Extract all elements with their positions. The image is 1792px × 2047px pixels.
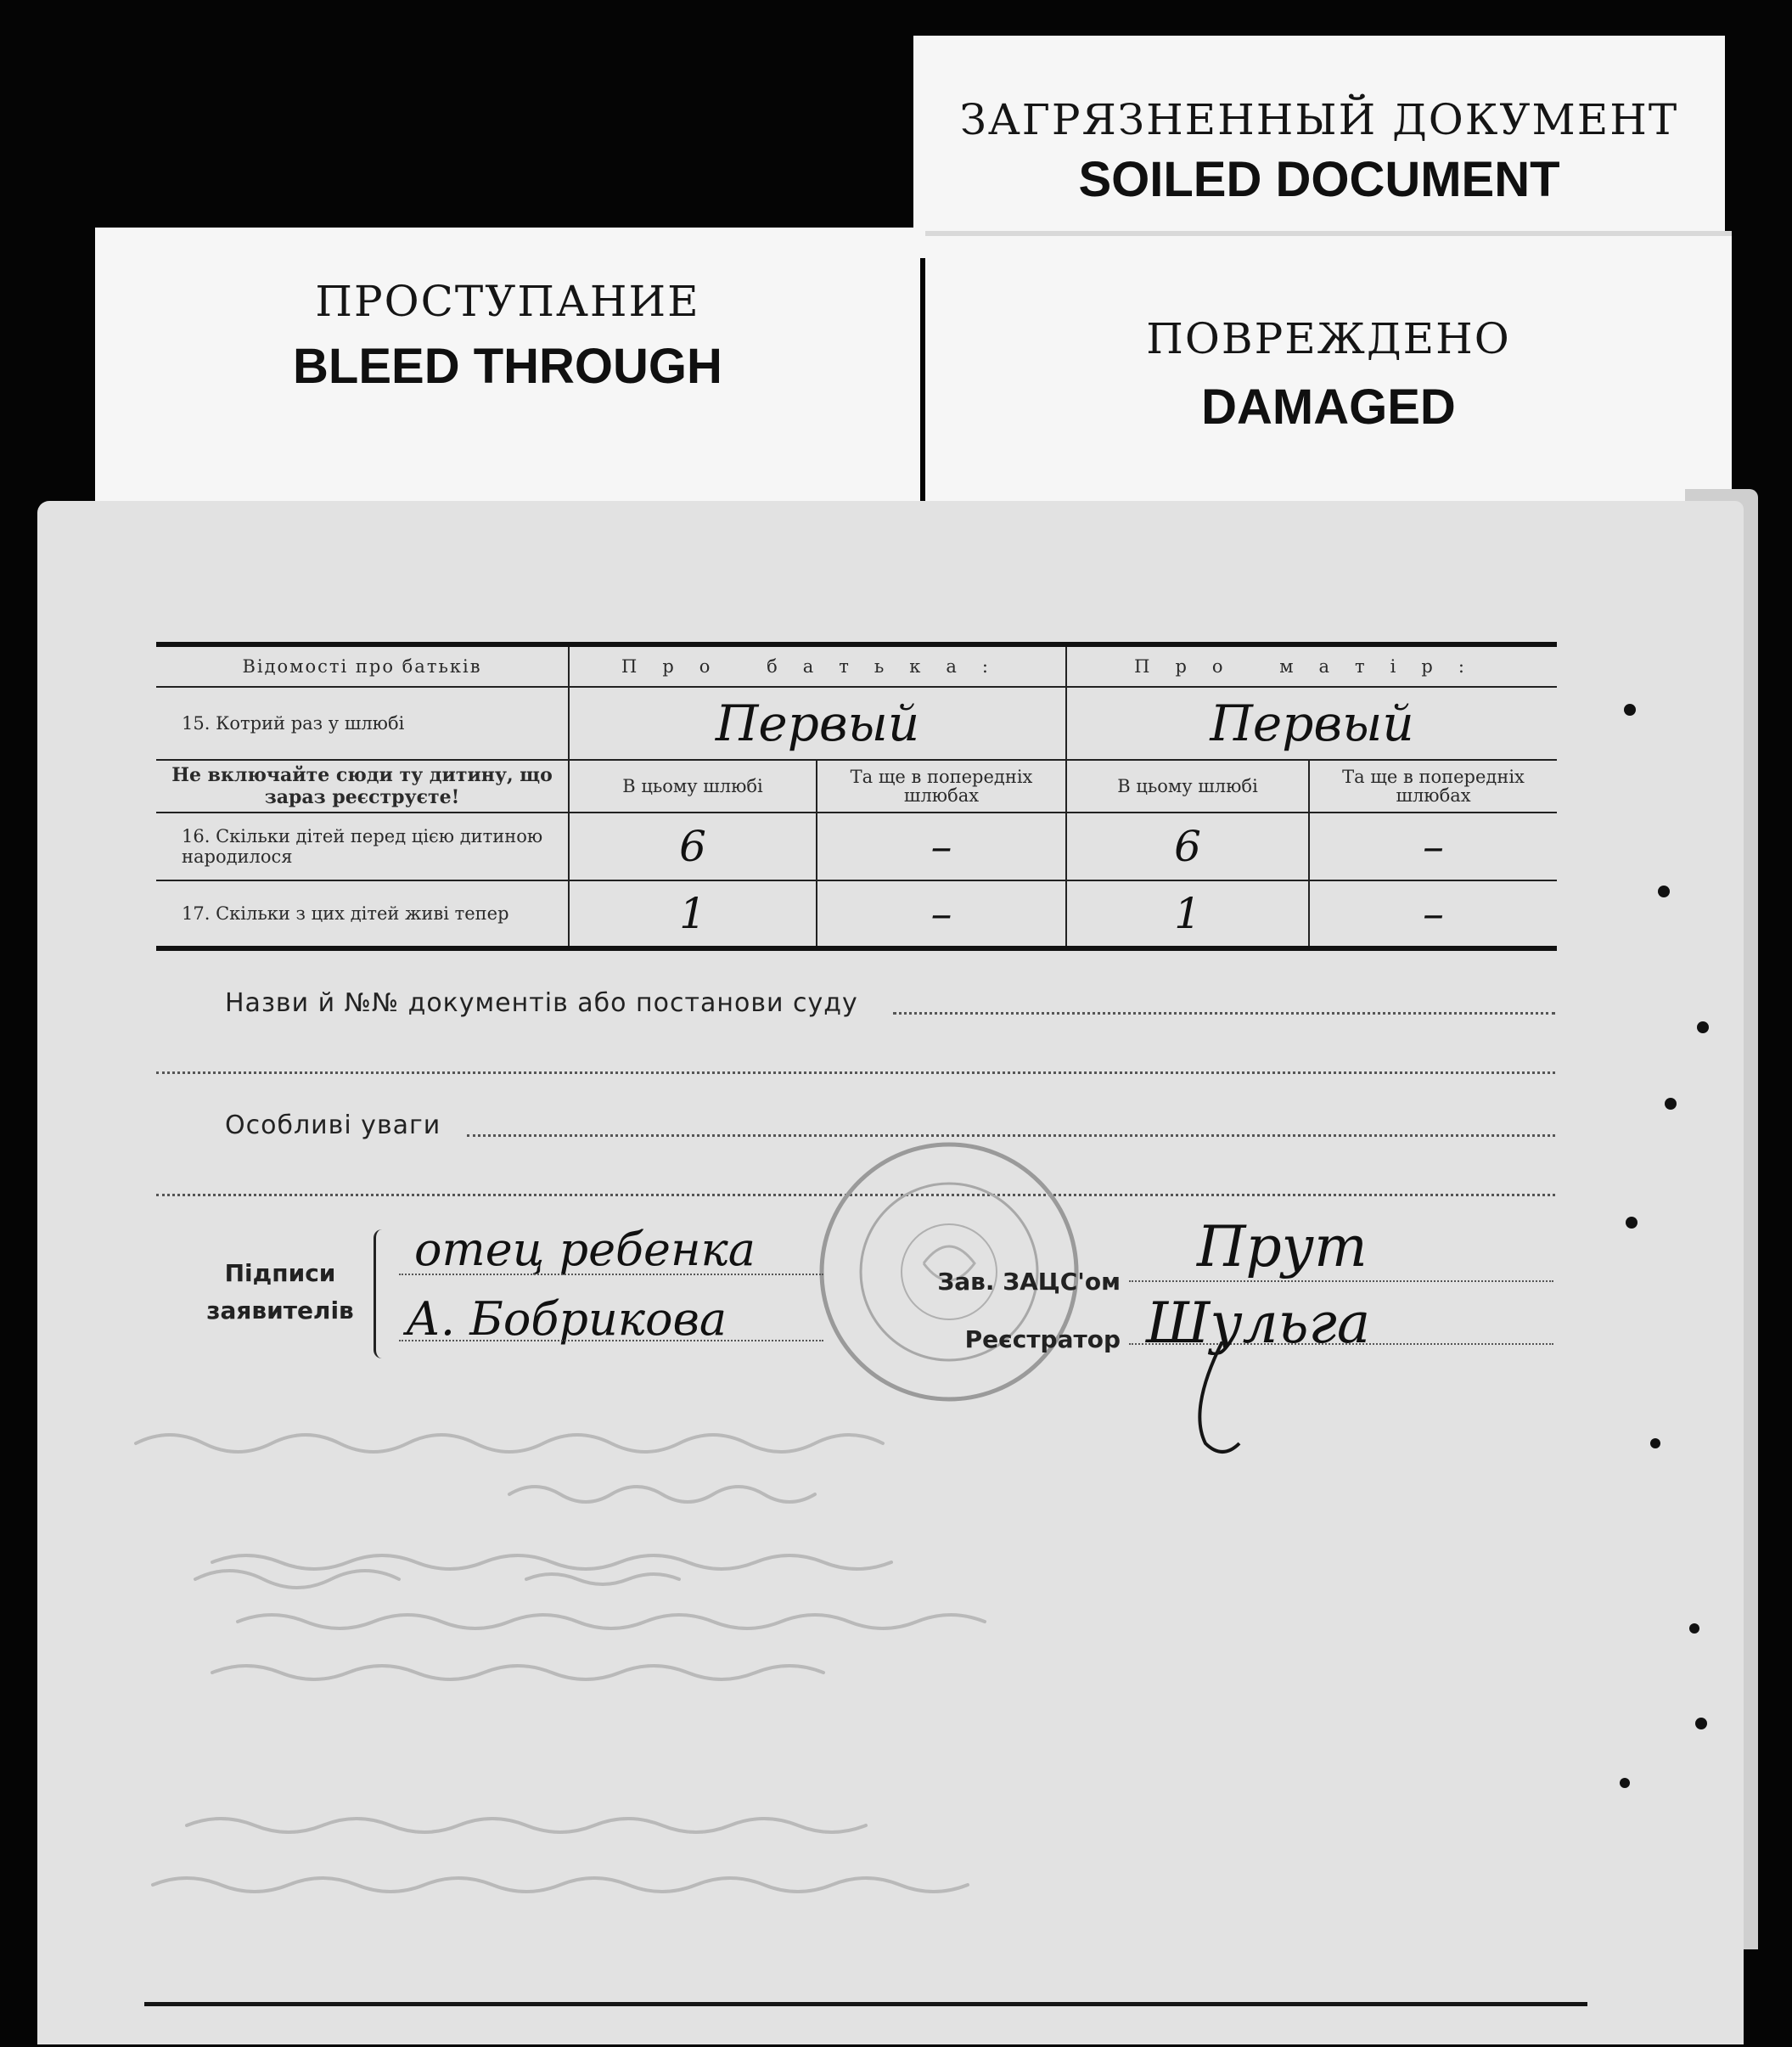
registrar-label: Реєстратор: [964, 1325, 1121, 1353]
bleed-label-ru: ПРОСТУПАНИЕ: [315, 277, 700, 326]
row17-label: 17. Скільки з цих дітей живі тепер: [156, 880, 569, 948]
row16-father-prev: –: [817, 813, 1066, 880]
sub-mother-prev: Та ще в попередніх шлюбах: [1309, 760, 1557, 813]
row16-mother-prev: –: [1309, 813, 1557, 880]
row17-mother-this: 1: [1066, 880, 1309, 948]
row16-mother-this: 6: [1066, 813, 1309, 880]
bleed-label-en: BLEED THROUGH: [293, 339, 722, 394]
row16-label: 16. Скільки дітей перед цією дитиною народилося: [156, 813, 569, 880]
documents-line-1: [893, 1012, 1555, 1015]
row15-father-value: Первый: [569, 687, 1066, 760]
special-notes-label: Особливі уваги: [225, 1111, 441, 1140]
soiled-label-en: SOILED DOCUMENT: [1078, 152, 1560, 207]
registrar-signature: Шульга: [1146, 1291, 1371, 1356]
sub-father-prev: Та ще в попередніх шлюбах: [817, 760, 1066, 813]
soiled-label-ru: ЗАГРЯЗНЕННЫЙ ДОКУМЕНТ: [959, 95, 1679, 144]
soiled-document-label: [913, 36, 1725, 258]
signature-brace: [374, 1229, 386, 1358]
damaged-label-ru: ПОВРЕЖДЕНО: [1146, 314, 1511, 363]
applicants-signatures-label: Підписи заявителів: [206, 1259, 354, 1324]
head-zags-label: Зав. ЗАЦС'ом: [937, 1268, 1121, 1296]
bottom-rule: [144, 2002, 1587, 2006]
damaged-label-en: DAMAGED: [1201, 380, 1456, 435]
note-exclude-child: Не включайте сюди ту дитину, що зараз реєструєте!: [156, 760, 569, 813]
binding-holes: [1613, 679, 1715, 1868]
header-mother: Про матір:: [1066, 644, 1557, 687]
damaged-label: [925, 236, 1732, 504]
parents-info-table: [156, 642, 1557, 951]
header-father: Про батька:: [569, 644, 1066, 687]
documents-label: Назви й №№ документів або постанови суду: [225, 988, 858, 1018]
documents-line-2: [156, 1071, 1555, 1074]
row15-label: 15. Котрий раз у шлюбі: [156, 687, 569, 760]
row17-father-this: 1: [569, 880, 817, 948]
row15-mother-value: Первый: [1066, 687, 1557, 760]
head-signature: Прут: [1197, 1214, 1368, 1279]
row17-father-prev: –: [817, 880, 1066, 948]
sub-father-this: В цьому шлюбі: [569, 760, 817, 813]
applicant-signature-1: отец ребенка: [414, 1223, 756, 1276]
header-info: Відомості про батьків: [156, 644, 569, 687]
row16-father-this: 6: [569, 813, 817, 880]
head-sig-line: [1129, 1280, 1553, 1282]
signature-flourish: [1171, 1341, 1273, 1460]
row17-mother-prev: –: [1309, 880, 1557, 948]
sub-mother-this: В цьому шлюбі: [1066, 760, 1309, 813]
bleed-through-label: [95, 228, 920, 501]
applicant-line-1: [399, 1274, 823, 1275]
applicant-signature-2: А. Бобрикова: [406, 1292, 727, 1346]
applicant-line-2: [399, 1340, 823, 1341]
